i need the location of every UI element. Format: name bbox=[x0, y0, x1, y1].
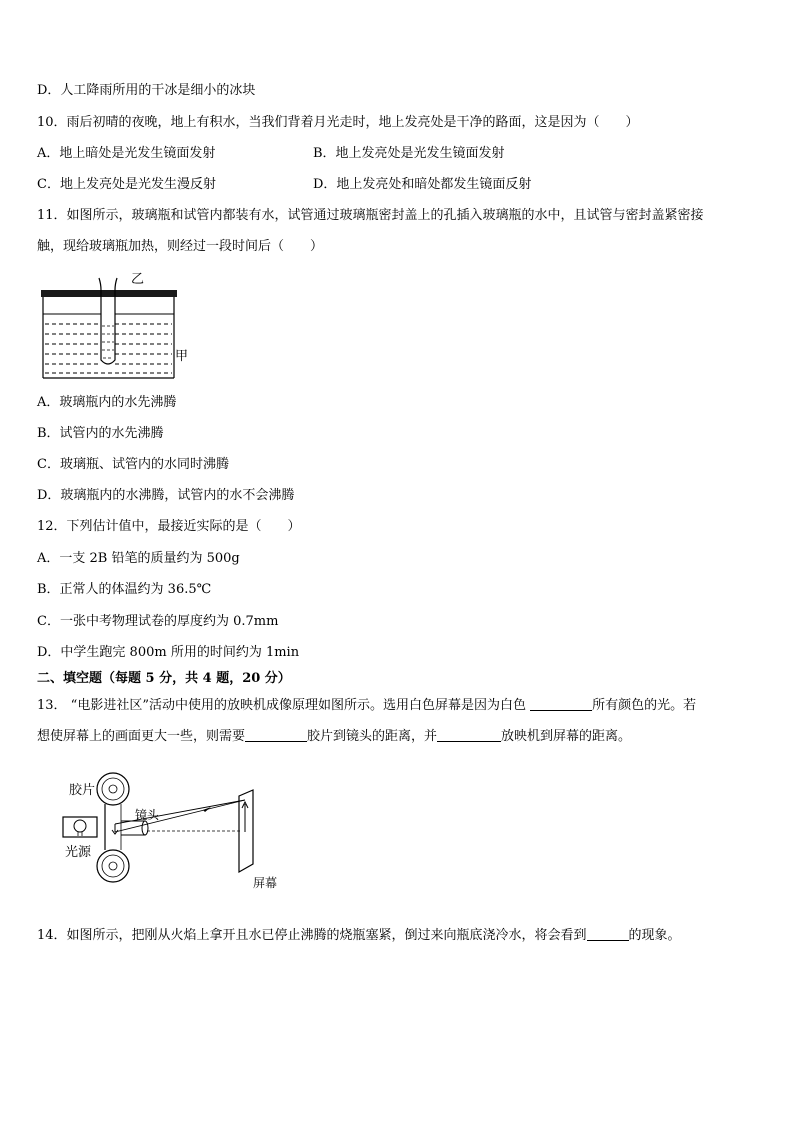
label-tube: 乙 bbox=[131, 272, 145, 287]
q10-option-b: B．地上发亮处是光发生镜面发射 bbox=[313, 146, 505, 161]
q12-option-c: C．一张中考物理试卷的厚度约为 0.7mm bbox=[37, 614, 279, 629]
q11-option-b: B．试管内的水先沸腾 bbox=[37, 426, 164, 441]
bottle-lid bbox=[41, 290, 177, 297]
label-screen: 屏幕 bbox=[253, 876, 278, 890]
q14-blank[interactable] bbox=[587, 926, 629, 941]
label-film: 胶片 bbox=[69, 783, 96, 798]
q12-stem: 12．下列估计值中，最接近实际的是（ ） bbox=[37, 519, 301, 534]
bulb-icon bbox=[74, 820, 86, 832]
q11-option-c: C．玻璃瓶、试管内的水同时沸腾 bbox=[37, 457, 229, 472]
label-light-source: 光源 bbox=[65, 845, 92, 860]
q12-option-d: D．中学生跑完 800m 所用的时间约为 1min bbox=[37, 645, 300, 660]
q10-stem: 10．雨后初晴的夜晚，地上有积水，当我们背着月光走时，地上发亮处是干净的路面，这是因为（ ） bbox=[37, 115, 639, 130]
q13-figure-projector bbox=[55, 768, 295, 896]
q13-text: 13． “电影进社区”活动中使用的放映机成像原理如图所示。选用白色屏幕是因为白色 所有颜色的光。若 想使屏幕上的画面更大一些，则需要 胶片到镜头的距离，并 放映机到屏幕的距离。 bbox=[37, 698, 697, 744]
q13-blank-3[interactable] bbox=[437, 727, 501, 742]
lens bbox=[142, 821, 148, 835]
q13-blank-1[interactable] bbox=[530, 696, 592, 711]
q11-figure-bottle-tube bbox=[35, 268, 195, 384]
q11-option-a: A．玻璃瓶内的水先沸腾 bbox=[37, 395, 177, 410]
section-title: 二、填空题（每题 5 分，共 4 题，20 分） bbox=[37, 671, 291, 686]
q14-text: 14．如图所示，把刚从火焰上拿开且水已停止沸腾的烧瓶塞紧，倒过来向瓶底浇冷水，将会看到 的现象。 bbox=[37, 928, 681, 943]
q10-option-c: C．地上发亮处是光发生漫反射 bbox=[37, 177, 216, 192]
q9-option-d: D．人工降雨所用的干冰是细小的冰块 bbox=[37, 83, 256, 98]
q11-stem-line2: 触，现给玻璃瓶加热，则经过一段时间后（ ） bbox=[37, 239, 324, 254]
screen bbox=[239, 790, 253, 872]
q12-option-a: A．一支 2B 铅笔的质量约为 500g bbox=[37, 551, 240, 566]
q11-stem-line1: 11．如图所示，玻璃瓶和试管内都装有水，试管通过玻璃瓶密封盖上的孔插入玻璃瓶的水中，且试管与密封盖紧密接 bbox=[37, 208, 704, 223]
q13-blank-2[interactable] bbox=[245, 727, 307, 742]
label-lens: 镜头 bbox=[135, 808, 160, 822]
q12-option-b: B．正常人的体温约为 36.5℃ bbox=[37, 582, 212, 597]
q10-option-d: D．地上发亮处和暗处都发生镜面反射 bbox=[313, 177, 532, 192]
q11-option-d: D．玻璃瓶内的水沸腾，试管内的水不会沸腾 bbox=[37, 488, 295, 503]
label-bottle: 甲 bbox=[175, 349, 189, 364]
q10-option-a: A．地上暗处是光发生镜面发射 bbox=[37, 146, 216, 161]
